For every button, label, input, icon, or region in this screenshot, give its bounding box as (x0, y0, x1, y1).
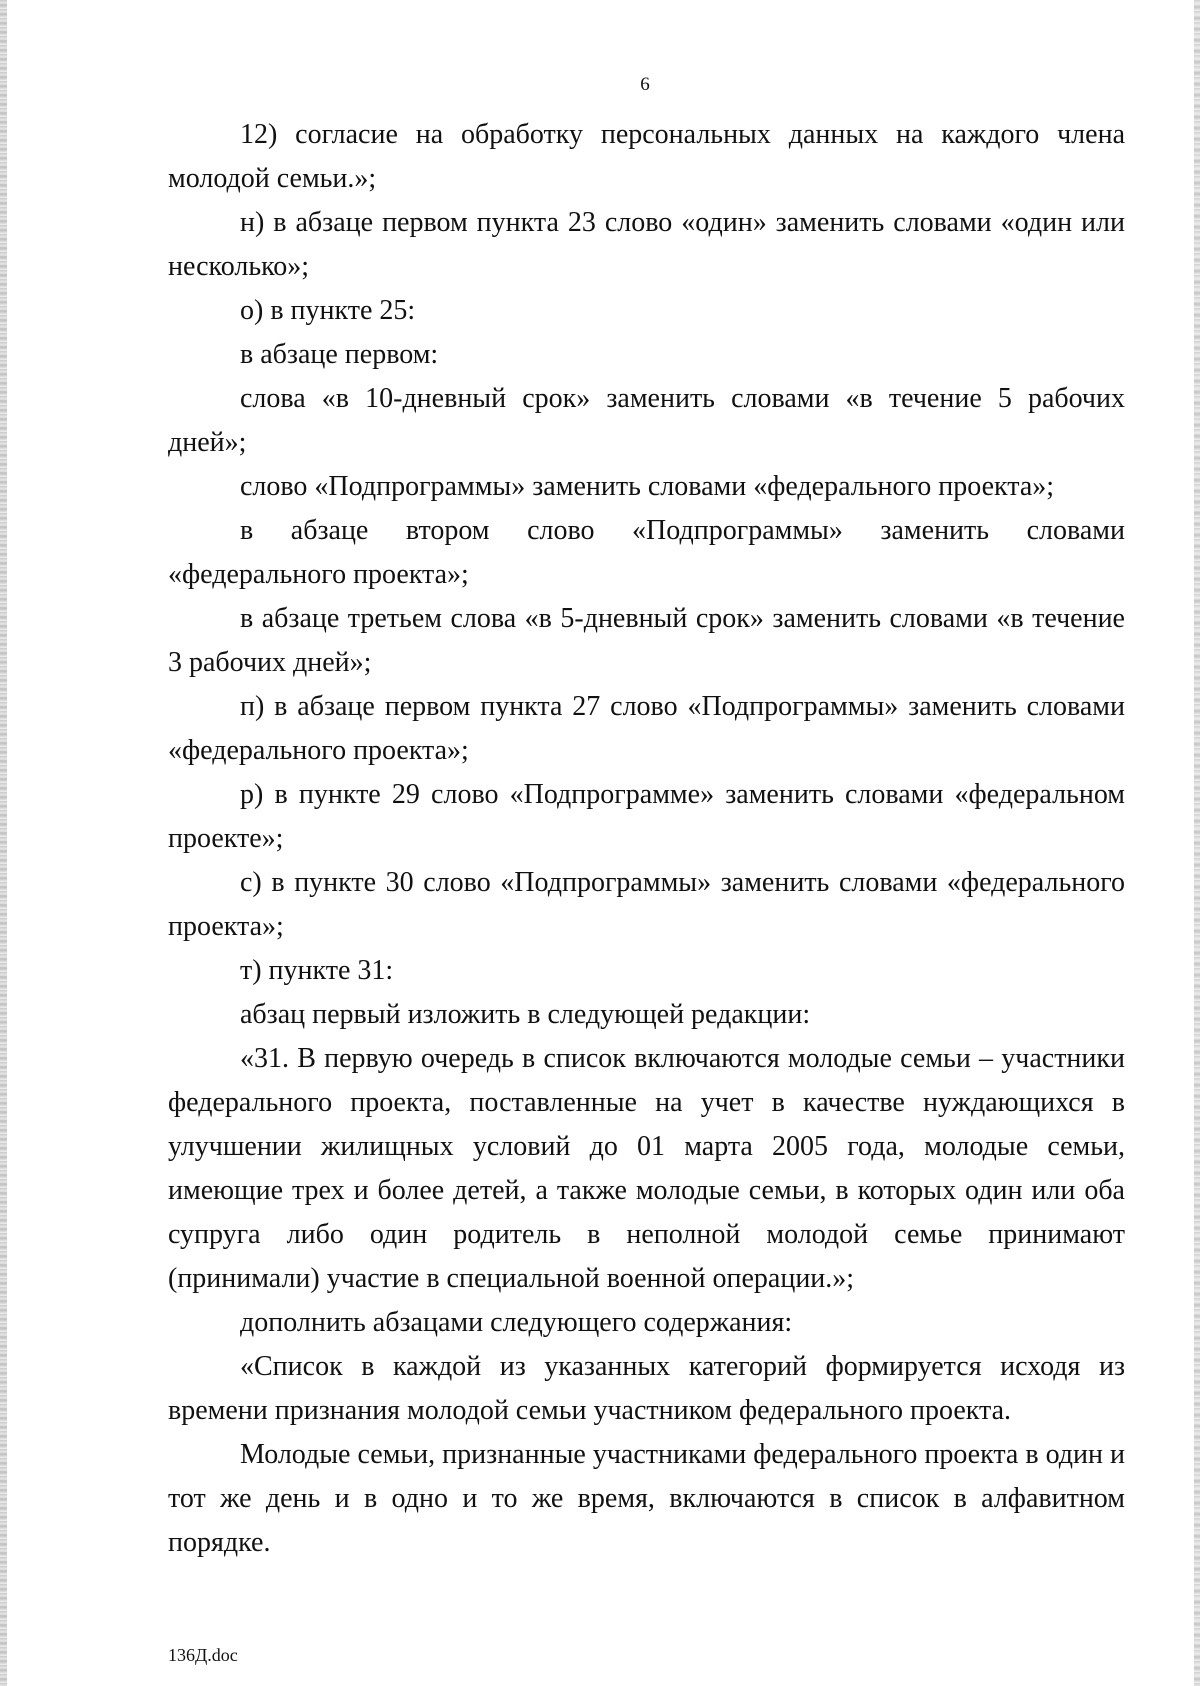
footer-filename: 136Д.doc (168, 1645, 238, 1665)
scan-edge-right (1194, 0, 1200, 1686)
paragraph-s: с) в пункте 30 слово «Подпрограммы» заменить словами «федерального проекта»; (168, 867, 1125, 942)
paragraph-r: р) в пункте 29 слово «Подпрограмме» заменить словами «федеральном проекте»; (168, 779, 1125, 854)
paragraph-new-edition: абзац первый изложить в следующей редакции: (240, 999, 811, 1030)
scan-edge-left (0, 0, 7, 1686)
paragraph-t: т) пункте 31: (240, 955, 394, 986)
paragraph-o: о) в пункте 25: (240, 295, 416, 326)
paragraph-supplement: дополнить абзацами следующего содержания: (240, 1307, 793, 1338)
paragraph-12-consent: 12) согласие на обработку персональных данных на каждого члена молодой семьи.»; (168, 119, 1125, 194)
document-body (168, 113, 1125, 1565)
paragraph-third-abzac: в абзаце третьем слова «в 5-дневный срок» заменить словами «в течение 3 рабочих дней»; (168, 603, 1125, 678)
paragraph-31: «31. В первую очередь в список включаются молодые семьи – участники федерального проекта, поставленные на учет в качестве нуждающихся в улучшении жилищных условий до 01 марта 2005 года, молодые семьи, имеющие трех и более детей, а также молодые семьи, в которых один или оба супруга либо один родитель в неполной молодой семье принимают (принимали) участие в специальной военной операции.»; (168, 1043, 1125, 1294)
paragraph-10-day: слова «в 10-дневный срок» заменить словами «в течение 5 рабочих дней»; (168, 383, 1125, 458)
paragraph-n: н) в абзаце первом пункта 23 слово «один» заменить словами «один или несколько»; (168, 207, 1125, 282)
page-number: 6 (640, 74, 650, 95)
paragraph-word-subprogram: слово «Подпрограммы» заменить словами «федерального проекта»; (240, 471, 1055, 502)
paragraph-alphabetical: Молодые семьи, признанные участниками федерального проекта в один и тот же день и в одно и то же время, включаются в список в алфавитном порядке. (168, 1439, 1125, 1558)
paragraph-p: п) в абзаце первом пункта 27 слово «Подпрограммы» заменить словами «федерального проекта»; (168, 691, 1125, 766)
paragraph-first-abzac: в абзаце первом: (240, 339, 439, 370)
paragraph-second-abzac: в абзаце втором слово «Подпрограммы» заменить словами «федерального проекта»; (168, 515, 1125, 590)
paragraph-list-categories: «Список в каждой из указанных категорий формируется исходя из времени признания молодой семьи участником федерального проекта. (168, 1351, 1125, 1426)
